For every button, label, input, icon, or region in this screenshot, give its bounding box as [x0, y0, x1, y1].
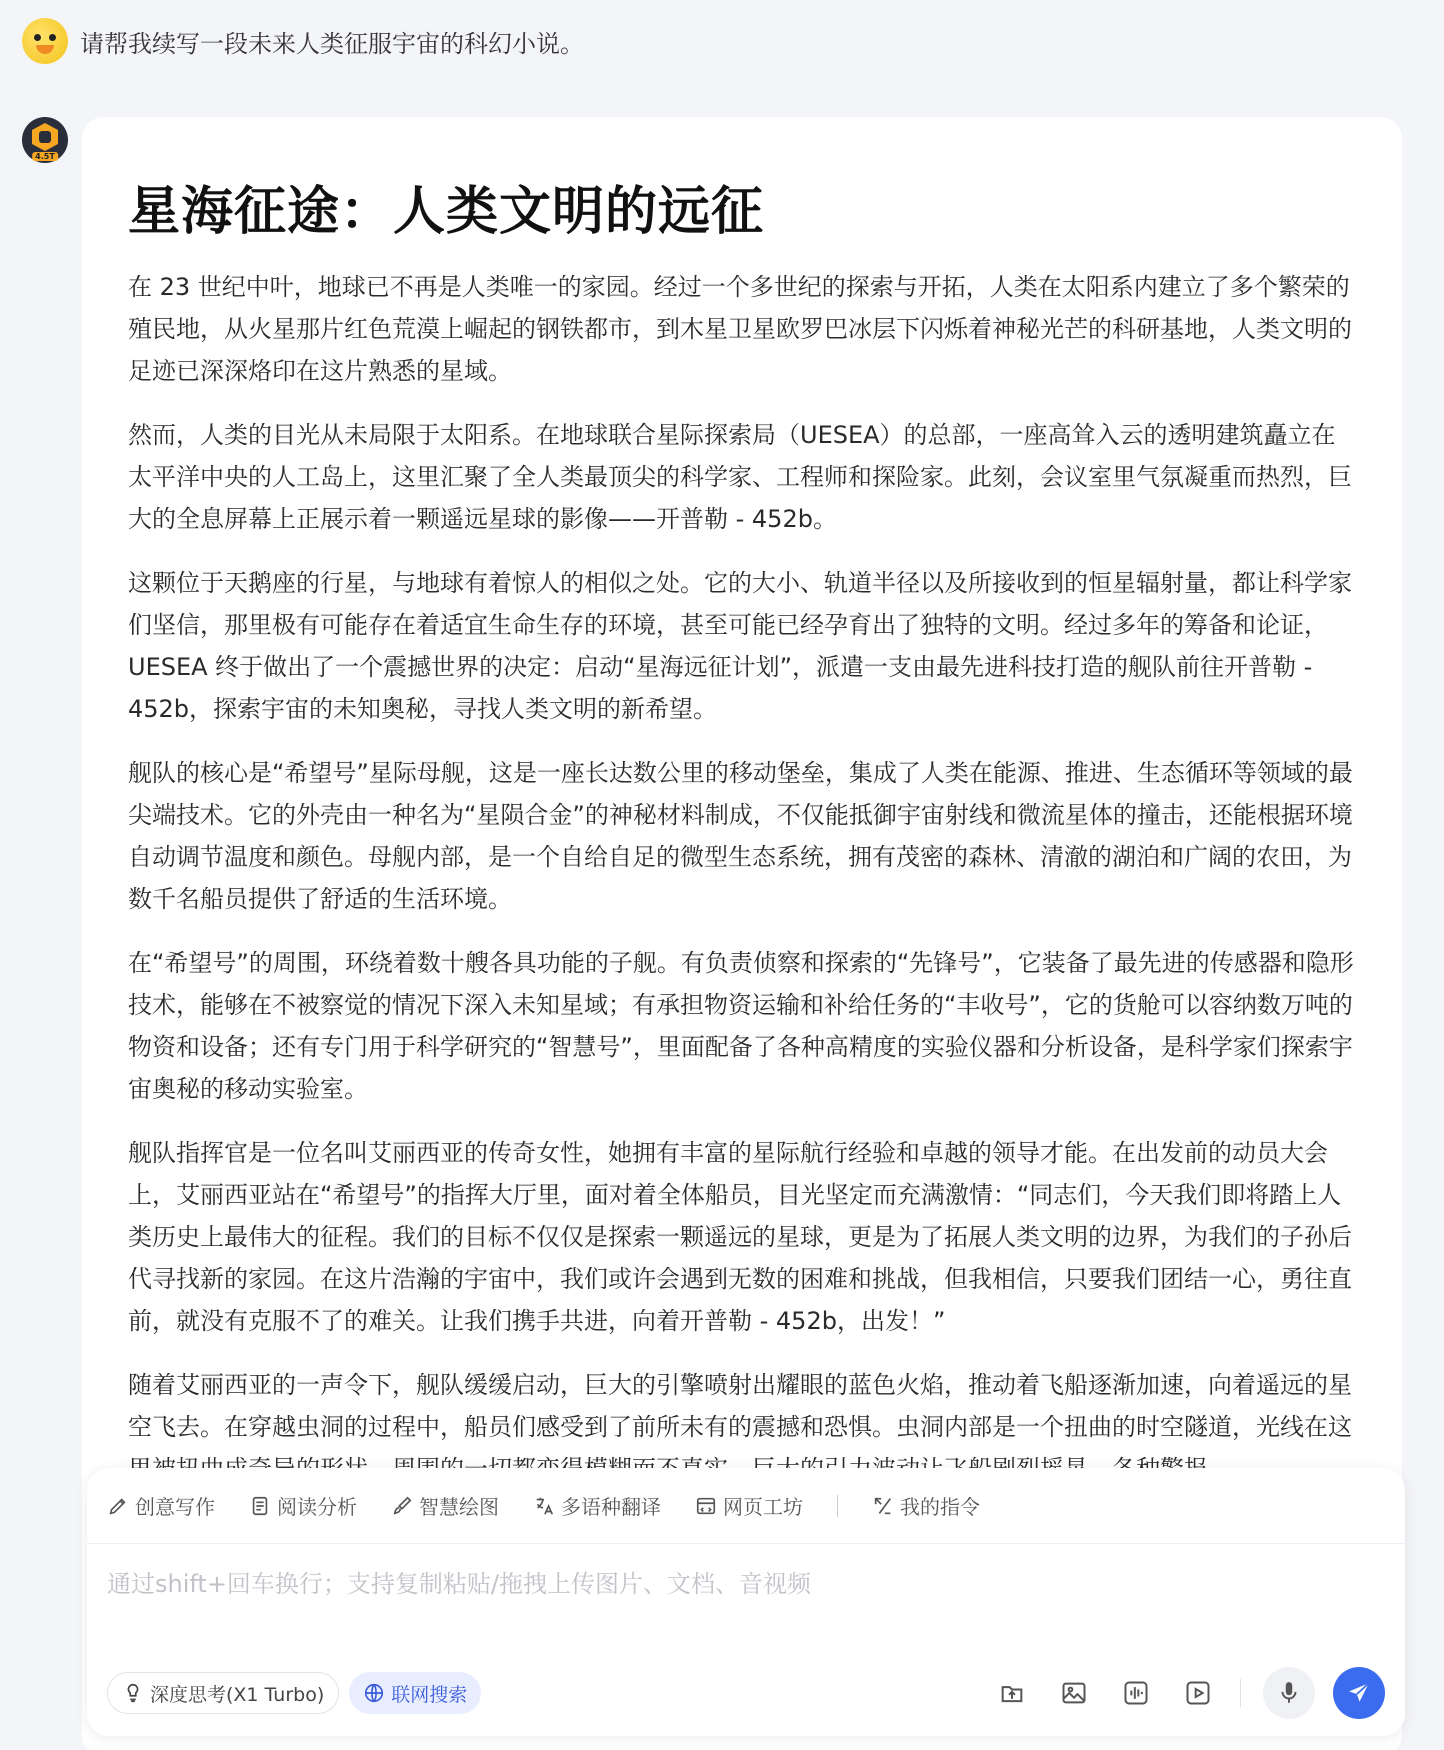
voice-input-button[interactable] [1263, 1667, 1315, 1719]
tool-web-workshop[interactable] [695, 1491, 803, 1520]
upload-file-button[interactable] [992, 1673, 1032, 1713]
video-icon [1184, 1679, 1212, 1707]
tool-reading-analysis[interactable] [249, 1491, 357, 1520]
tool-translation[interactable] [533, 1491, 661, 1520]
image-icon [1060, 1679, 1088, 1707]
answer-paragraph: 在“希望号”的周围，环绕着数十艘各具功能的子舰。有负责侦察和探索的“先锋号”，它装备了最先进的传感器和隐形技术，能够在不被察觉的情况下深入未知星域；有承担物资运输和补给任务的“丰收号”，它的货舱可以容纳数万吨的物资和设备；还有专门用于科学研究的“智慧号”，里面配备了各种高精度的实验仪器和分析设备，是科学家们探索宇宙奥秘的移动实验室。 [128, 949, 1354, 1103]
pen-icon [107, 1495, 129, 1517]
deep-think-icon [122, 1682, 144, 1704]
audio-icon [1122, 1679, 1150, 1707]
user-message [22, 18, 584, 64]
web-search-label: 联网搜索 [391, 1683, 468, 1706]
upload-icon [998, 1679, 1026, 1707]
tool-bar [87, 1468, 1405, 1544]
instruction-icon [872, 1495, 894, 1517]
answer-paragraph: 在 23 世纪中叶，地球已不再是人类唯一的家园。经过一个多世纪的探索与开拓，人类在太阳系内建立了多个繁荣的殖民地，从火星那片红色荒漠上崛起的钢铁都市，到木星卫星欧罗巴冰层下闪烁着神秘光芒的科研基地，人类文明的足迹已深深烙印在这片熟悉的星域。 [128, 273, 1352, 385]
tool-label: 创意写作 [135, 1495, 215, 1519]
deep-think-label: 深度思考(X1 Turbo) [150, 1683, 325, 1706]
composer [87, 1468, 1405, 1736]
answer-title: 星海征途：人类文明的远征 [128, 182, 765, 242]
user-message-text: 请帮我续写一段未来人类征服宇宙的科幻小说。 [80, 29, 584, 58]
send-icon [1346, 1680, 1372, 1706]
tool-label: 我的指令 [900, 1495, 980, 1519]
answer-paragraph: 舰队指挥官是一位名叫艾丽西亚的传奇女性，她拥有丰富的星际航行经验和卓越的领导才能。在出发前的动员大会上，艾丽西亚站在“希望号”的指挥大厅里，面对着全体船员，目光坚定而充满激情：“同志们，今天我们即将踏上人类历史上最伟大的征程。我们的目标不仅仅是探索一颗遥远的星球，更是为了拓展人类文明的边界，为我们的子孙后代寻找新的家园。在这片浩瀚的宇宙中，我们或许会遇到无数的困难和挑战，但我相信，只要我们团结一心，勇往直前，就没有克服不了的难关。让我们携手共进，向着开普勒 - 452b，出发！” [128, 1139, 1352, 1335]
bot-version-badge: 4.5T [32, 152, 58, 161]
tool-my-instructions[interactable] [872, 1491, 980, 1520]
document-icon [249, 1495, 271, 1517]
bot-avatar [22, 117, 68, 163]
upload-image-button[interactable] [1054, 1673, 1094, 1713]
brush-icon [391, 1495, 413, 1517]
message-input[interactable] [87, 1544, 1405, 1644]
tool-smart-drawing[interactable] [391, 1491, 499, 1520]
answer-paragraph: 舰队的核心是“希望号”星际母舰，这是一座长达数公里的移动堡垒，集成了人类在能源、推进、生态循环等领域的最尖端技术。它的外壳由一种名为“星陨合金”的神秘材料制成，不仅能抵御宇宙射线和微流星体的撞击，还能根据环境自动调节温度和颜色。母舰内部，是一个自给自足的微型生态系统，拥有茂密的森林、清澈的湖泊和广阔的农田，为数千名船员提供了舒适的生活环境。 [128, 759, 1353, 913]
tool-label: 网页工坊 [723, 1495, 803, 1519]
answer-paragraph: 随着艾丽西亚的一声令下，舰队缓缓启动，巨大的引擎喷射出耀眼的蓝色火焰，推动着飞船逐渐加速，向着遥远的星空飞去。在穿越虫洞的过程中，船员们感受到了前所未有的震撼和恐惧。虫洞内部是一个扭曲的时空隧道，光线在这 [128, 1371, 1352, 1441]
deep-think-toggle[interactable] [107, 1672, 339, 1714]
answer-paragraph: 这颗位于天鹅座的行星，与地球有着惊人的相似之处。它的大小、轨道半径以及所接收到的恒星辐射量，都让科学家们坚信，那里极有可能存在着适宜生命生存的环境，甚至可能已经孕育出了独特的文明。经过多年的筹备和论证，UESEA 终于做出了一个震撼世界的决定：启动“星海远征计划”，派遣一支由最先进科技打造的舰队前往开普勒 - 452b，探索宇宙的未知奥秘，寻找人类文明的新希望。 [128, 569, 1352, 723]
tool-label: 阅读分析 [277, 1495, 357, 1519]
answer-paragraph: 然而，人类的目光从未局限于太阳系。在地球联合星际探索局（UESEA）的总部，一座高耸入云的透明建筑矗立在太平洋中央的人工岛上，这里汇聚了全人类最顶尖的科学家、工程师和探险家。此刻，会议室里气氛凝重而热烈，巨大的全息屏幕上正展示着一颗遥远星球的影像——开普勒 - 452b。 [128, 421, 1352, 533]
tool-label: 智慧绘图 [419, 1495, 499, 1519]
tool-creative-writing[interactable] [107, 1491, 215, 1520]
microphone-icon [1276, 1680, 1302, 1706]
tool-label: 多语种翻译 [561, 1495, 661, 1519]
send-button[interactable] [1333, 1667, 1385, 1719]
web-search-toggle[interactable] [349, 1672, 481, 1714]
tool-separator [837, 1495, 838, 1517]
globe-icon [363, 1682, 385, 1704]
translate-icon [533, 1495, 555, 1517]
webpage-icon [695, 1495, 717, 1517]
actions-divider [1240, 1679, 1241, 1707]
user-avatar [22, 18, 68, 64]
upload-audio-button[interactable] [1116, 1673, 1156, 1713]
composer-actions [107, 1668, 1385, 1718]
upload-video-button[interactable] [1178, 1673, 1218, 1713]
